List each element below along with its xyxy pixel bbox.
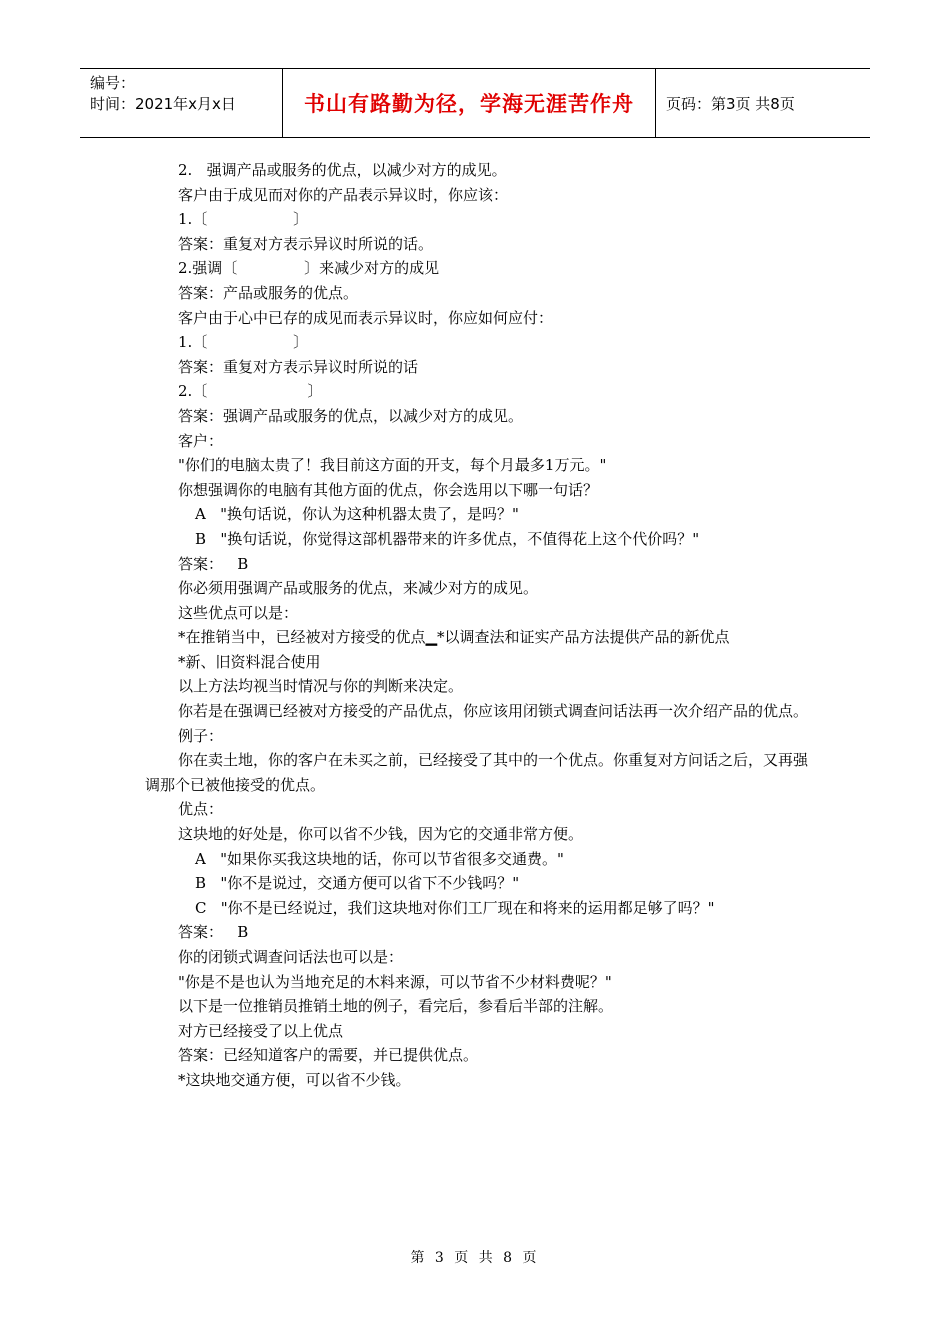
document-line: 这块地的好处是，你可以省不少钱，因为它的交通非常方便。: [178, 825, 584, 844]
document-line: 1.〔 〕: [178, 210, 309, 229]
document-line: 答案： B: [178, 923, 249, 942]
document-time-label: 时间：2021年x月x日: [90, 95, 236, 113]
document-line: 答案：产品或服务的优点。: [178, 283, 359, 302]
document-line: 例子：: [178, 726, 224, 745]
document-line: 答案：强调产品或服务的优点，以减少对方的成见。: [178, 406, 524, 425]
document-line: *在推销当中，已经被对方接受的优点▁*以调查法和证实产品方法提供产品的新优点: [178, 628, 730, 647]
document-line: 2. 强调产品或服务的优点，以减少对方的成见。: [178, 161, 507, 179]
document-line: 你在卖土地，你的客户在未买之前，已经接受了其中的一个优点。你重复对方问话之后，又再强调那个已被他接受的优点。: [145, 751, 809, 794]
document-line: *新、旧资料混合使用: [178, 652, 321, 671]
document-line: 客户由于成见而对你的产品表示异议时，你应该：: [178, 185, 509, 204]
document-line: 客户：: [178, 431, 224, 450]
document-line: B "换句话说，你觉得这部机器带来的许多优点，不值得花上这个代价吗？": [195, 529, 700, 548]
document-line: 以下是一位推销员推销土地的例子，看完后，参看后半部的注解。: [178, 997, 614, 1016]
document-line: 2.强调〔 〕来减少对方的成见: [178, 259, 440, 278]
document-line: C "你不是已经说过，我们这块地对你们工厂现在和将来的运用都足够了吗？": [195, 898, 715, 917]
document-line: A "如果你买我这块地的话，你可以节省很多交通费。": [195, 849, 564, 868]
document-line: 答案：重复对方表示异议时所说的话: [178, 357, 419, 376]
document-line: 这些优点可以是：: [178, 603, 299, 622]
page-footer: 第 3 页 共 8 页: [410, 1250, 540, 1266]
document-line: B "你不是说过，交通方便可以省下不少钱吗？": [195, 874, 520, 893]
document-line: 2.〔 〕: [178, 382, 323, 401]
document-line: 你必须用强调产品或服务的优点，来减少对方的成见。: [178, 579, 539, 598]
header-motto: 书山有路勤为径，学海无涯苦作舟: [282, 69, 656, 137]
header-page-info: 页码：第3页 共8页: [666, 94, 795, 113]
header-info: [80, 69, 282, 137]
document-line: 答案： B: [178, 554, 249, 573]
document-line: 以上方法均视当时情况与你的判断来决定。: [178, 677, 464, 696]
document-line: A "换句话说，你认为这种机器太贵了，是吗？": [195, 505, 519, 524]
document-number-label: 编号：: [90, 74, 136, 92]
document-line: 答案：重复对方表示异议时所说的话。: [178, 234, 434, 253]
document-line: "你们的电脑太贵了！我目前这方面的开支，每个月最多1万元。": [178, 456, 607, 475]
document-line: 对方已经接受了以上优点: [178, 1021, 344, 1040]
document-line: "你是不是也认为当地充足的木料来源，可以节省不少材料费呢？": [178, 972, 612, 991]
document-line: 你的闭锁式调查问话法也可以是：: [178, 948, 404, 966]
document-line: 答案：已经知道客户的需要，并已提供优点。: [178, 1046, 479, 1065]
document-line: 你想强调你的电脑有其他方面的优点，你会选用以下哪一句话？: [178, 480, 599, 499]
document-line: 你若是在强调已经被对方接受的产品优点，你应该用闭锁式调查问话法再一次介绍产品的优点。: [178, 702, 809, 721]
page-header: [80, 68, 870, 138]
document-line: 1.〔 〕: [178, 333, 309, 352]
document-body: [145, 158, 810, 1093]
document-line: *这块地交通方便，可以省不少钱。: [178, 1070, 411, 1089]
document-line: 客户由于心中已存的成见而表示异议时，你应如何应付：: [178, 308, 554, 327]
document-line: 优点：: [178, 800, 224, 819]
